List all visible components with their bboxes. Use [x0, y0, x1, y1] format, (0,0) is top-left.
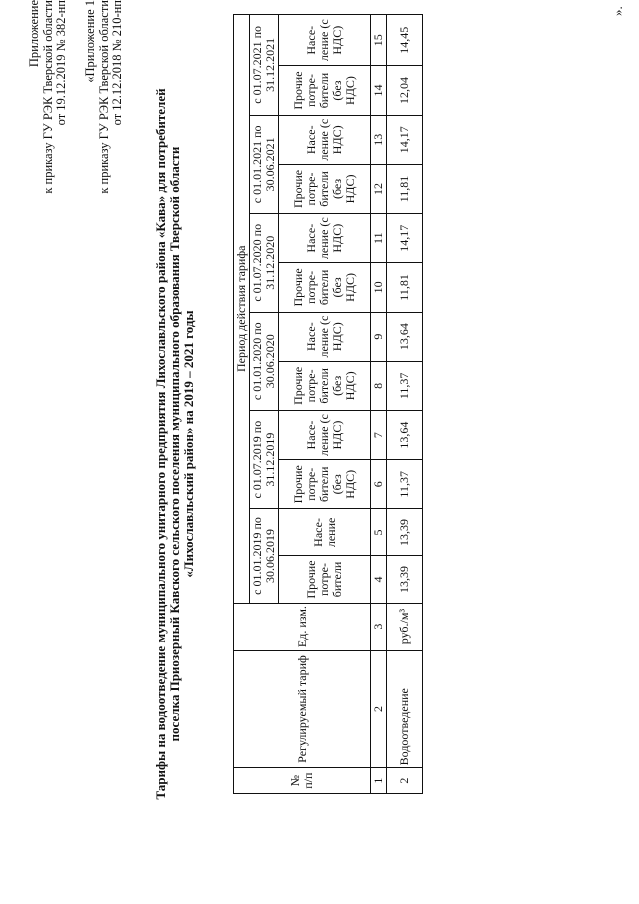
tariff-table	[233, 14, 423, 794]
index-cell: 4	[371, 556, 387, 603]
period-3: с 01.01.2020 по 30.06.2020	[250, 312, 279, 410]
sub-other-1: Прочие потре-бители	[279, 556, 371, 603]
sub-other-5: Прочие потре-бители (без НДС)	[279, 164, 371, 213]
value-cell: 11,81	[387, 263, 423, 312]
sub-pop-5: Насе-ление (с НДС)	[279, 115, 371, 164]
value-cell: 14,17	[387, 115, 423, 164]
sub-pop-1: Насе-ление	[279, 509, 371, 556]
period-1: с 01.01.2019 по 30.06.2019	[250, 509, 279, 603]
index-cell: 11	[371, 214, 387, 263]
sub-other-4: Прочие потре-бители (без НДС)	[279, 263, 371, 312]
period-5: с 01.01.2021 по 30.06.2021	[250, 115, 279, 213]
prev-appendix-line-2: к приказу ГУ РЭК Тверской области	[96, 0, 111, 194]
title-line-1: Тарифы на водоотведение муниципального унитарного предприятия Лихославльского района «Кава» для потребителей	[153, 88, 168, 800]
closing-quote: ».	[610, 6, 625, 16]
title-line-2: поселка Приозерный Кавского сельского поселения муниципального образования Тверской области	[167, 146, 182, 742]
value-cell: 11,81	[387, 164, 423, 213]
header-unit: Ед. изм.	[234, 603, 371, 650]
row-tariff: Водоотведение	[387, 650, 423, 768]
index-cell: 8	[371, 361, 387, 410]
header-period: Период действия тарифа	[234, 15, 250, 604]
header-tariff: Регулируемый тариф	[234, 650, 371, 768]
previous-appendix-reference	[84, 0, 125, 260]
value-cell: 12,04	[387, 66, 423, 115]
period-4: с 01.07.2020 по 31.12.2020	[250, 214, 279, 312]
value-cell: 13,64	[387, 410, 423, 459]
sub-other-2: Прочие потре-бители (без НДС)	[279, 460, 371, 509]
index-row	[371, 15, 387, 794]
appendix-line-1: Приложение	[27, 0, 41, 68]
sub-pop-3: Насе-ление (с НДС)	[279, 312, 371, 361]
sub-pop-2: Насе-ление (с НДС)	[279, 410, 371, 459]
table-row	[387, 15, 423, 794]
value-cell: 13,39	[387, 509, 423, 556]
document-title	[154, 54, 196, 834]
sub-other-6: Прочие потре-бители (без НДС)	[279, 66, 371, 115]
value-cell: 13,39	[387, 556, 423, 603]
header-num: № п/п	[234, 768, 371, 794]
period-6: с 01.07.2021 по 31.12.2021	[250, 15, 279, 116]
period-2: с 01.07.2019 по 31.12.2019	[250, 410, 279, 508]
appendix-reference	[28, 0, 69, 260]
sub-pop-6: Насе-ление (с НДС)	[279, 15, 371, 66]
appendix-line-2: к приказу ГУ РЭК Тверской области	[40, 0, 55, 194]
index-cell: 5	[371, 509, 387, 556]
value-cell: 11,37	[387, 361, 423, 410]
prev-appendix-line-3: от 12.12.2018 № 210-нп	[110, 0, 124, 126]
row-num: 2	[387, 768, 423, 794]
header-row-1	[234, 15, 250, 794]
index-cell: 13	[371, 115, 387, 164]
prev-appendix-line-1: «Приложение 1	[83, 0, 97, 83]
index-cell: 2	[371, 650, 387, 768]
sub-pop-4: Насе-ление (с НДС)	[279, 214, 371, 263]
index-cell: 3	[371, 603, 387, 650]
index-cell: 9	[371, 312, 387, 361]
index-cell: 15	[371, 15, 387, 66]
value-cell: 14,45	[387, 15, 423, 66]
index-cell: 1	[371, 768, 387, 794]
value-cell: 11,37	[387, 460, 423, 509]
sub-other-3: Прочие потре-бители (без НДС)	[279, 361, 371, 410]
value-cell: 14,17	[387, 214, 423, 263]
title-line-3: «Лихославльский район» на 2019 – 2021 годы	[181, 310, 196, 578]
index-cell: 14	[371, 66, 387, 115]
row-unit: руб./м³	[387, 603, 423, 650]
appendix-line-3: от 19.12.2019 № 382-нп	[54, 0, 68, 126]
index-cell: 10	[371, 263, 387, 312]
index-cell: 6	[371, 460, 387, 509]
value-cell: 13,64	[387, 312, 423, 361]
index-cell: 7	[371, 410, 387, 459]
index-cell: 12	[371, 164, 387, 213]
